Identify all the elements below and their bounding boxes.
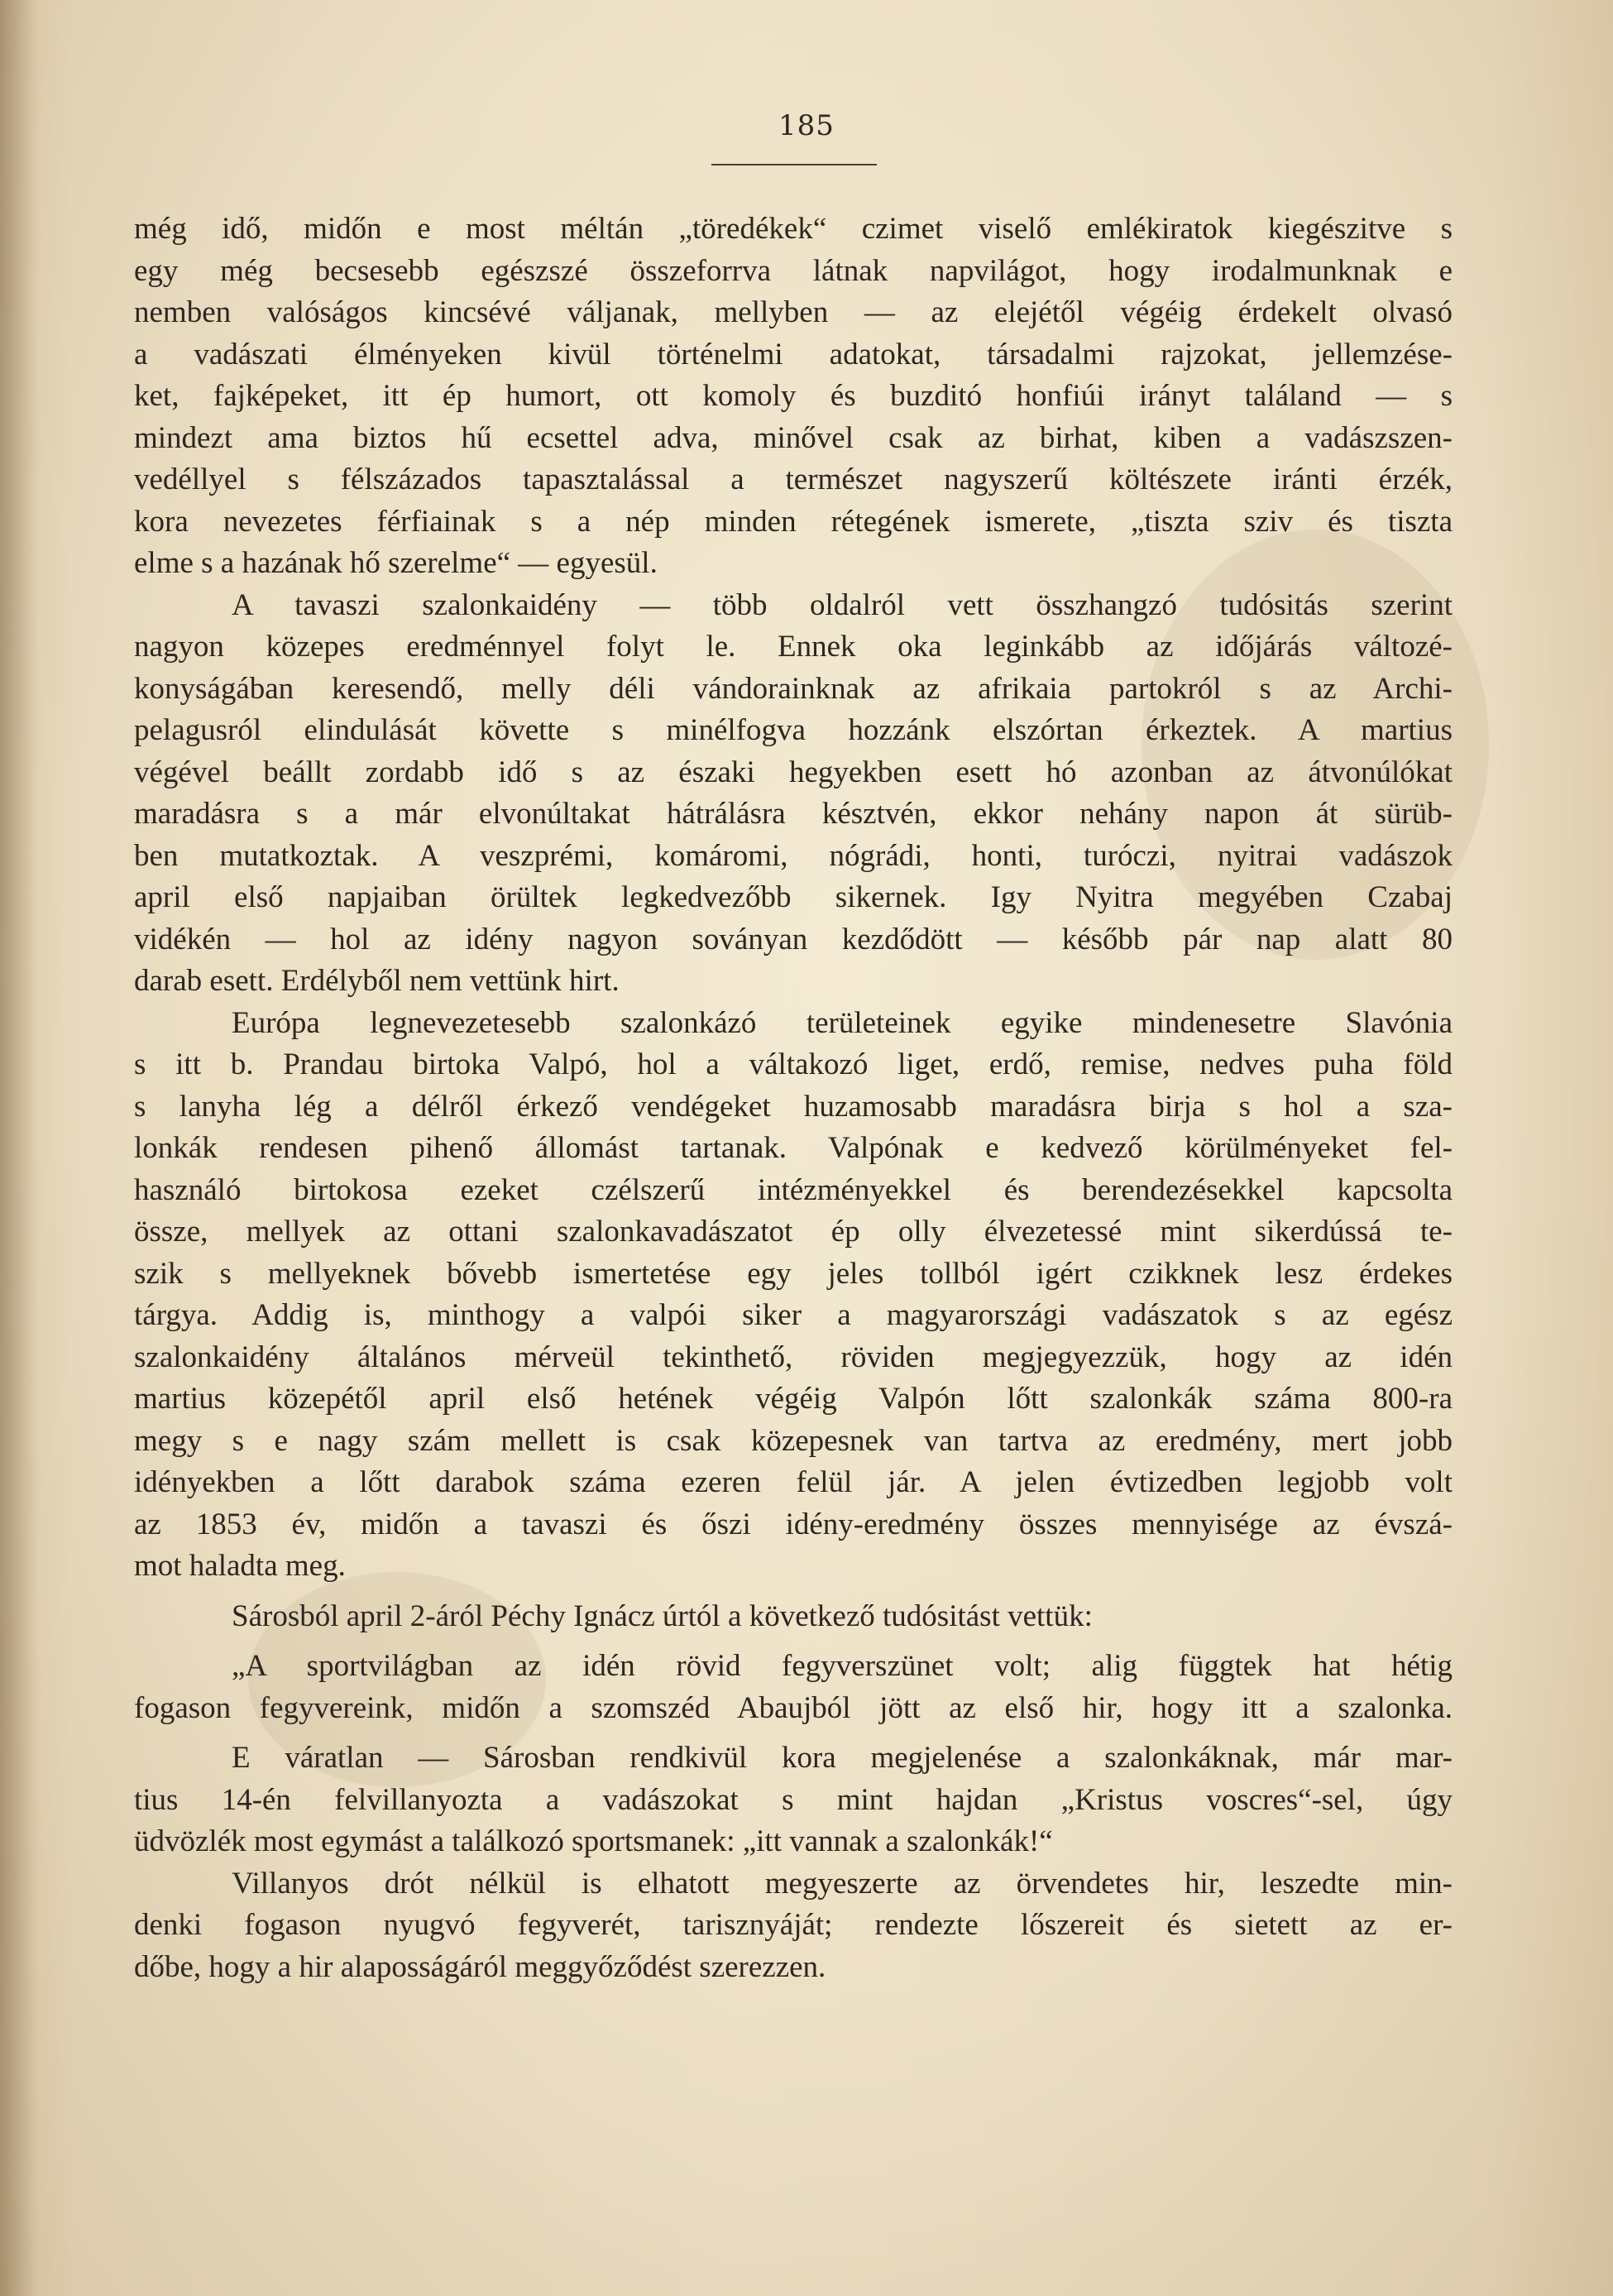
paragraph-gap: [134, 1588, 1453, 1596]
text-line: használó birtokosa ezeket czélszerű intézményekkel és berendezésekkel kapcsolta: [134, 1172, 1453, 1207]
text-line: Sárosból april 2-áról Péchy Ignácz úrtól a következő tudósitást vettük:: [232, 1599, 1093, 1633]
paragraph-gap: [134, 1637, 1453, 1646]
text-line: vidékén — hol az idény nagyon soványan kezdődött — később pár nap alatt 80: [134, 922, 1453, 956]
text-line: elme s a hazának hő szerelme“ — egyesül.: [134, 546, 658, 580]
text-line: az 1853 év, midőn a tavaszi és őszi idény-eredmény összes mennyisége az évszá-: [134, 1507, 1453, 1541]
text-line: ket, fajképeket, itt ép humort, ott komoly és buzditó honfiúi irányt találand — s: [134, 379, 1453, 413]
text-line: april első napjaiban örültek legkedvezőbb sikernek. Igy Nyitra megyében Czabaj: [134, 880, 1453, 914]
text-line: idényekben a lőtt darabok száma ezeren felül jár. A jelen évtizedben legjobb volt: [134, 1465, 1453, 1499]
text-line: vedéllyel s félszázados tapasztalással a természet nagyszerű költészete iránti érzék,: [134, 463, 1453, 496]
page-number: 185: [778, 109, 835, 142]
text-line: denki fogason nyugvó fegyverét, tarisznyáját; rendezte lőszereit és sietett az er-: [134, 1908, 1453, 1942]
text-line: tárgya. Addig is, minthogy a valpói siker a magyarországi vadászatok s az egész: [134, 1298, 1453, 1332]
body-text: [134, 209, 1453, 1988]
text-line: dőbe, hogy a hir alaposságáról meggyőződést szerezzen.: [134, 1949, 826, 1984]
paragraph: [134, 1738, 1453, 1863]
text-line: mot haladta meg.: [134, 1549, 346, 1583]
paragraph: [134, 209, 1453, 585]
text-line: lonkák rendesen pihenő állomást tartanak. Valpónak e kedvező körülményeket fel-: [134, 1131, 1453, 1165]
text-line: fogason fegyvereink, midőn a szomszéd Abaujból jött az első hir, hogy itt a szalonka.: [134, 1690, 1453, 1725]
text-line: nemben valóságos kincsévé váljanak, mellyben — az elejétől végéig érdekelt olvasó: [134, 295, 1453, 329]
text-line: üdvözlék most egymást a találkozó sportsmanek: „itt vannak a szalonkák!“: [134, 1824, 1053, 1858]
text-line: a vadászati élményeken kivül történelmi adatokat, társadalmi rajzokat, jellemzése-: [134, 337, 1453, 371]
text-line: maradásra s a már elvonúltakat hátrálásra késztvén, ekkor nehány napon át sürüb-: [134, 797, 1453, 831]
text-line: egy még becsesebb egészszé összeforrva látnak napvilágot, hogy irodalmunknak e: [134, 253, 1453, 288]
text-line: össze, mellyek az ottani szalonkavadászatot ép olly élvezetessé mint sikerdússá te-: [134, 1215, 1453, 1249]
text-line: pelagusról elindulását követte s minélfogva hozzánk elszórtan érkeztek. A martius: [134, 713, 1453, 747]
paragraph: [134, 1596, 1453, 1638]
text-line: „A sportvilágban az idén rövid fegyverszünet volt; alig függtek hat hétig: [232, 1649, 1453, 1683]
paragraph: [134, 585, 1453, 1003]
text-line: nagyon közepes eredménnyel folyt le. Ennek oka leginkább az időjárás változé-: [134, 630, 1453, 664]
text-line: martius közepétől april első hetének végéig Valpón lőtt szalonkák száma 800-ra: [134, 1382, 1453, 1416]
header-rule: [711, 164, 877, 165]
text-line: s itt b. Prandau birtoka Valpó, hol a váltakozó liget, erdő, remise, nedves puha föld: [134, 1047, 1453, 1081]
text-line: végével beállt zordabb idő s az északi hegyekben esett hó azonban az átvonúlókat: [134, 755, 1453, 789]
paragraph-gap: [134, 1729, 1453, 1738]
paragraph: [134, 1003, 1453, 1588]
text-line: kora nevezetes férfiainak s a nép minden rétegének ismerete, „tiszta sziv és tiszta: [134, 504, 1453, 539]
text-line: még idő, midőn e most méltán „töredékek“ czimet viselő emlékiratok kiegészitve s: [134, 212, 1453, 246]
text-line: szik s mellyeknek bővebb ismertetése egy jeles tollból igért czikknek lesz érdekes: [134, 1256, 1453, 1291]
binding-shadow: [0, 0, 38, 2296]
text-line: mindezt ama biztos hű ecsettel adva, minővel csak az birhat, kiben a vadászszen-: [134, 420, 1453, 455]
text-line: szalonkaidény általános mérveül tekinthető, röviden megjegyezzük, hogy az idén: [134, 1340, 1453, 1374]
text-line: ben mutatkoztak. A veszprémi, komáromi, nógrádi, honti, turóczi, nyitrai vadászok: [134, 838, 1453, 873]
text-line: s lanyha lég a délről érkező vendégeket huzamosabb maradásra birja s hol a sza-: [134, 1089, 1453, 1124]
text-line: A tavaszi szalonkaidény — több oldalról vett összhangzó tudósitás szerint: [232, 587, 1453, 622]
quoted-paragraph: [134, 1646, 1453, 1729]
paragraph: [134, 1863, 1453, 1989]
text-line: megy s e nagy szám mellett is csak közepesnek van tartva az eredmény, mert jobb: [134, 1423, 1453, 1458]
text-line: Európa legnevezetesebb szalonkázó területeinek egyike mindenesetre Slavónia: [232, 1005, 1453, 1040]
text-line: E váratlan — Sárosban rendkivül kora megjelenése a szalonkáknak, már mar-: [232, 1741, 1453, 1775]
text-line: tius 14-én felvillanyozta a vadászokat s mint hajdan „Kristus voscres“-sel, úgy: [134, 1782, 1453, 1817]
text-line: konyságában keresendő, melly déli vándorainknak az afrikaia partokról s az Archi-: [134, 671, 1453, 706]
text-line: darab esett. Erdélyből nem vettünk hirt.: [134, 964, 620, 998]
text-line: Villanyos drót nélkül is elhatott megyeszerte az örvendetes hir, leszedte min-: [232, 1866, 1453, 1901]
